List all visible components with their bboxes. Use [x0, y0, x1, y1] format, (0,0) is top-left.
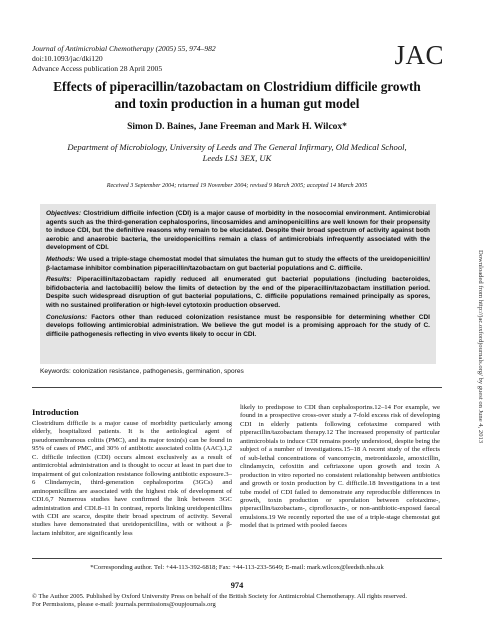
affiliation-line-1: Department of Microbiology, University of Leeds and The General Infirmary, Old Medical School,	[67, 142, 407, 152]
footnote-divider	[32, 558, 442, 559]
download-watermark: Downloaded from http://jac.oxfordjournals.org/ by guest on June 4, 2013	[477, 250, 484, 444]
advance-access: Advance Access publication 28 April 2005	[32, 64, 163, 73]
conclusions-text: Factors other than reduced colonization resistance must be responsible for determining whether CDI develops following antimicrobial administration. We believe the gut model is a promising approach for the study of C. difficile pathogenesis reflecting in vivo events likely to occur in CDI.	[46, 313, 430, 338]
results-label: Results:	[46, 276, 72, 284]
journal-header	[32, 44, 216, 74]
methods-label: Methods:	[46, 255, 75, 263]
title-line-1: Effects of piperacillin/tazobactam on Clostridium difficile growth	[53, 79, 421, 94]
received-dates: Received 3 September 2004; returned 19 November 2004; revised 9 March 2005; accepted 14 March 2005	[106, 183, 368, 189]
copyright	[32, 593, 407, 610]
affiliation-line-2: Leeds LS1 3EX, UK	[202, 153, 272, 163]
intro-heading: Introduction	[32, 407, 79, 417]
body-column-left: Clostridium difficile is a major cause of morbidity particularly among elderly, hospitalized patients. It is the aetiological agent of pseudomembranous colitis (PMC), and its major toxin(s) can be found in 95% of cases of PMC, and 30% of antibiotic associated colitis (AAC).1,2 C. difficile infection (CDI) occurs almost exclusively as a result of antimicrobial administration and is thought to occur at least in part due to impairment of gut colonization resistance following antibiotic exposure.3–6 Clindamycin, third-generation cephalosporins (3GCs) and aminopenicillins are associated with the highest risk of development of CDI.6,7 Numerous studies have confirmed the link between 3GC administration and CDI.8–11 In contrast, reports linking ureidopenicillins with CDI are scarce, despite their broad spectrum of activity. Several studies have demonstrated that ureidopenicillins, with or without a β-lactam inhibitor, are significantly less	[32, 420, 232, 537]
page-number: 974	[230, 581, 244, 590]
copyright-line-1: © The Author 2005. Published by Oxford University Press on behalf of the British Society for Antimicrobial Chemotherapy. All rights reserved.	[32, 593, 408, 600]
abstract-results	[46, 276, 430, 310]
abstract-conclusions	[46, 314, 430, 340]
conclusions-label: Conclusions:	[46, 313, 88, 321]
abstract-box	[40, 204, 436, 364]
objectives-text: Clostridium difficile infection (CDI) is a major cause of morbidity in the nosocomial environment. Antimicrobial agents such as the third-generation cephalosporins, lincosamides and aminopenicillins are well known for their propensity to induce CDI, but the definitive reasons why remain to be elucidated. Despite their broad spectrum of activity against both aerobic and anaerobic bacteria, the ureidopenicillins remain a class of antimicrobials infrequently associated with the development of CDI.	[46, 210, 430, 252]
article-title	[20, 78, 454, 112]
methods-text: We used a triple-stage chemostat model that simulates the human gut to study the effects of the ureidopenicillin/β-lactamase inhibitor combination piperacillin/tazobactam on gut bacterial populations and C. difficile.	[46, 255, 430, 272]
objectives-label: Objectives:	[46, 210, 82, 217]
section-divider	[32, 387, 442, 388]
affiliation	[40, 142, 434, 164]
doi: doi:10.1093/jac/dki120	[32, 54, 103, 63]
abstract-methods	[46, 256, 430, 273]
keywords: Keywords: colonization resistance, pathogenesis, germination, spores	[40, 368, 244, 375]
copyright-line-2: For Permissions, please e-mail: journals.permissions@oupjournals.org	[32, 601, 216, 609]
results-text: Piperacillin/tazobactam rapidly reduced all enumerated gut bacterial populations (including bacteroides, bifidobacteria and lactobacilli) below the limits of detection by the end of the piperacillin/tazobactam instillation period. Despite such widespread disruption of gut bacterial populations, C. difficile populations remained principally as spores, with no sustained proliferation or high-level cytotoxin production observed.	[46, 276, 430, 309]
abstract-objectives	[46, 210, 430, 253]
authors: Simon D. Baines, Jane Freeman and Mark H. Wilcox*	[127, 122, 347, 132]
title-line-2: and toxin production in a human gut model	[114, 96, 360, 111]
body-column-right: likely to predispose to CDI than cephalosporins.12–14 For example, we found in a prospective cross-over study a 7-fold excess risk of developing CDI in elderly patients following cefotaxime compared with piperacillin/tazobactam therapy.12 The increased propensity of particular antimicrobials to induce CDI remains poorly understood, despite being the subject of a number of investigations.15–18 A recent study of the effects of sub-lethal concentrations of vancomycin, metronidazole, amoxicillin, clindamycin, cefoxitin and ceftriaxone upon growth and toxin A production in vitro reported no consistent relationship between antibiotics and growth or toxin production by C. difficile.18 Investigations in a test tube model of CDI failed to demonstrate any reproducible differences in growth, toxin production or sporulation between cefotaxime-, piperacillin/tazobactam-, ciprofloxacin-, or non-antibiotic-exposed faecal emulsions.19 We recently reported the use of a triple-stage chemostat gut model that is primed with pooled faeces	[240, 404, 440, 530]
journal-citation: Journal of Antimicrobial Chemotherapy (2005) 55, 974–982	[32, 44, 216, 53]
journal-logo: JAC	[394, 40, 444, 70]
corresponding-author: *Corresponding author. Tel: +44-113-392-6818; Fax: +44-113-233-5649; E-mail: mark.wilcox@leedsth.nhs.uk	[90, 564, 384, 571]
